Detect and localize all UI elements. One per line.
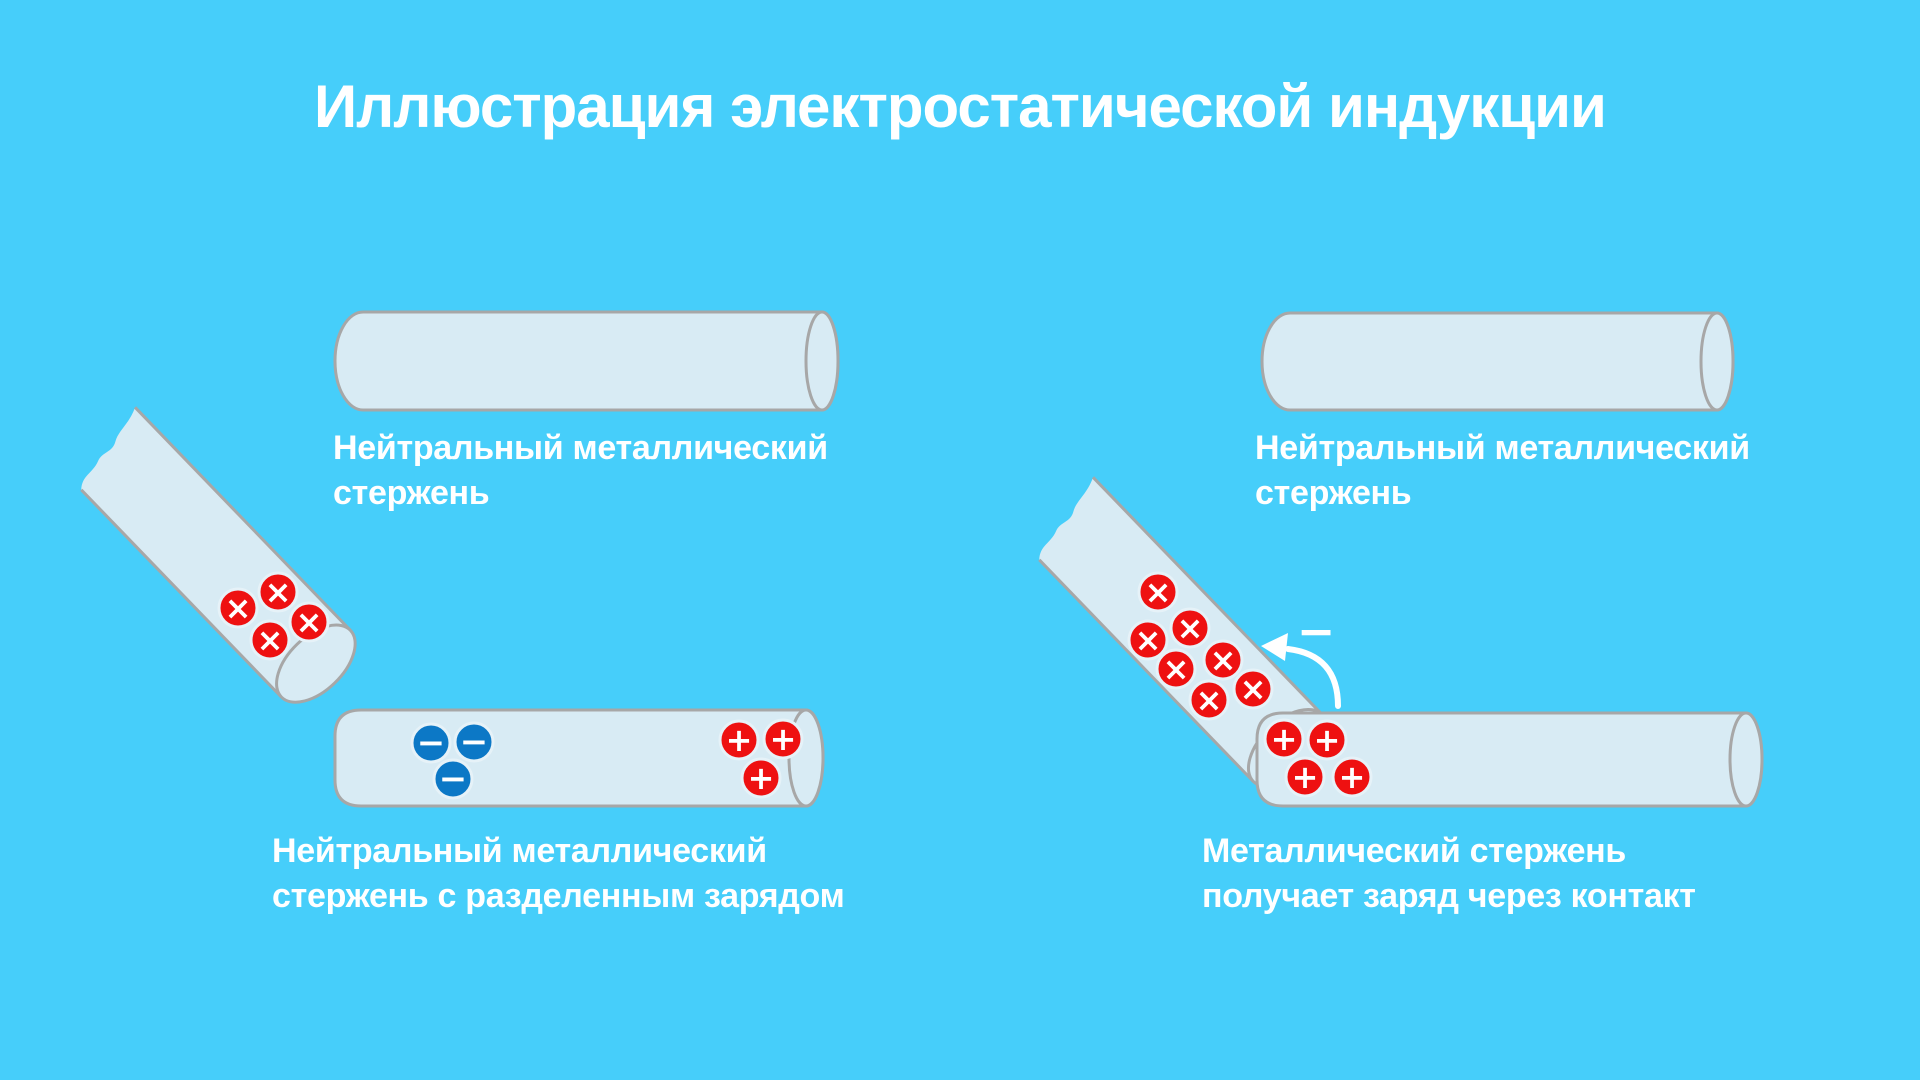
right-neutral-rod-cap (1701, 313, 1733, 410)
charge-symbol: + (1313, 721, 1341, 759)
label-line: получает заряд через контакт (1202, 877, 1696, 915)
charge-symbol: − (438, 759, 468, 799)
right-neutral-rod-label (1255, 426, 1750, 516)
charge-symbol: + (769, 720, 797, 758)
charge-symbol: × (1162, 650, 1190, 688)
left-neutral-rod-label (333, 426, 828, 516)
charge-symbol: × (295, 603, 323, 641)
charge-symbol: + (747, 759, 775, 797)
label-line: Нейтральный металлический (333, 429, 828, 467)
left-separated-charge-rod-label (272, 829, 844, 919)
charge-symbol: × (1176, 609, 1204, 647)
charge-symbol: + (725, 721, 753, 759)
charge-symbol: × (1239, 670, 1267, 708)
left-neutral-rod-cap (806, 312, 838, 410)
charge-symbol: × (264, 573, 292, 611)
label-line: стержень (333, 474, 490, 512)
charge-symbol: + (1270, 720, 1298, 758)
right-contact-charged-rod-label (1202, 829, 1696, 919)
charge-symbol: × (1209, 641, 1237, 679)
label-line: Металлический стержень (1202, 832, 1627, 870)
charge-symbol: + (1291, 758, 1319, 796)
label-line: стержень (1255, 474, 1412, 512)
charge-symbol: × (1134, 621, 1162, 659)
charge-symbol: + (1338, 758, 1366, 796)
left-neutral-rod (335, 312, 838, 410)
right-neutral-rod (1262, 313, 1733, 410)
label-line: Нейтральный металлический (272, 832, 767, 870)
charge-symbol: × (224, 589, 252, 627)
charge-symbol: × (256, 621, 284, 659)
charge-symbol: × (1144, 573, 1172, 611)
minus-sign: − (1296, 604, 1336, 658)
label-line: Нейтральный металлический (1255, 429, 1750, 467)
page-title: Иллюстрация электростатической индукции (314, 73, 1606, 140)
charge-symbol: × (1195, 681, 1223, 719)
charge-symbol: − (416, 723, 446, 763)
left-charged-diagonal-rod (66, 407, 369, 716)
label-line: стержень с разделенным зарядом (272, 877, 845, 915)
right-contact-charged-rod-cap (1730, 713, 1762, 806)
charge-symbol: − (459, 722, 489, 762)
